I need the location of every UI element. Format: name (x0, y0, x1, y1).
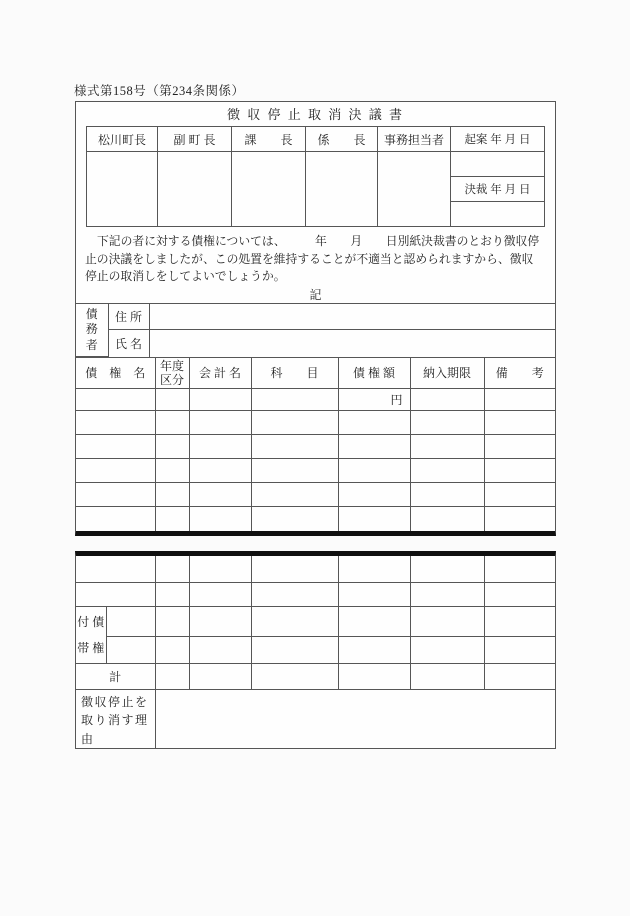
appendix-blank-cell (251, 582, 338, 606)
total-blank-cell (155, 663, 189, 689)
form-title: 徴 収 停 止 取 消 決 議 書 (226, 107, 404, 122)
appendix-blank-cell (76, 582, 155, 606)
claims-blank-cell (338, 435, 410, 459)
cancellation-reason-value-cell (155, 689, 555, 748)
claims-blank-cell (155, 389, 189, 411)
approval-header-deputy-mayor: 副 町 長 (158, 127, 232, 152)
approval-header-section-chief: 課 長 (232, 127, 306, 152)
claims-blank-cell (189, 435, 251, 459)
claims-blank-cell (484, 483, 555, 507)
incidental-claims-label-line: 帯 権 (77, 640, 105, 655)
appendix-blank-cell (155, 582, 189, 606)
yen-unit-label: 円 (338, 389, 410, 411)
total-blank-cell (189, 663, 251, 689)
appendix-blank-cell (338, 606, 410, 636)
claims-blank-cell (484, 435, 555, 459)
claims-blank-cell (155, 459, 189, 483)
seal-cell-town-mayor (87, 152, 158, 227)
total-label: 計 (76, 663, 155, 689)
form-number-label: 様式第158号（第234条関係） (74, 84, 245, 98)
total-blank-cell (251, 663, 338, 689)
appendix-blank-cell (410, 582, 484, 606)
claims-blank-cell (484, 389, 555, 411)
seal-cell-section-chief (232, 152, 306, 227)
claims-blank-cell (155, 411, 189, 435)
claims-blank-cell (251, 435, 338, 459)
draft-date-label: 起案 年 月 日 (451, 127, 545, 152)
appendix-blank-cell (410, 556, 484, 582)
appendix-blank-cell (189, 636, 251, 663)
claims-blank-cell (484, 459, 555, 483)
claims-blank-cell (76, 483, 155, 507)
claims-header-payment-deadline: 納入期限 (410, 358, 484, 389)
claims-blank-cell (76, 389, 155, 411)
decision-date-value-cell (451, 202, 545, 227)
claims-blank-cell (189, 411, 251, 435)
incidental-claims-label (76, 606, 106, 663)
debtor-address-value-cell (149, 304, 555, 330)
body-paragraph-line: 停止の取消しをしてよいでしょうか。 (85, 269, 286, 283)
body-paragraph-line: 止の決議をしましたが、この処置を維持することが不適当と認められますから、徴収 (85, 251, 534, 266)
claims-blank-cell (410, 435, 484, 459)
debtor-table (76, 303, 555, 357)
claims-table (76, 357, 555, 531)
claims-header-remarks: 備 考 (484, 358, 555, 389)
decision-date-label: 決裁 年 月 日 (451, 177, 545, 202)
appendix-blank-cell (338, 636, 410, 663)
approval-header-clerk: 事務担当者 (378, 127, 451, 152)
cancellation-reason-label: 徴収停止を取り消す理由 (76, 689, 155, 748)
claims-blank-cell (76, 507, 155, 531)
claims-blank-cell (410, 507, 484, 531)
debtor-group-label (76, 304, 108, 357)
claims-blank-cell (338, 507, 410, 531)
appendix-blank-cell (410, 606, 484, 636)
claims-blank-cell (189, 459, 251, 483)
claims-blank-cell (338, 483, 410, 507)
debtor-group-label-text: 債務者 (85, 306, 98, 352)
claims-blank-cell (338, 459, 410, 483)
claims-blank-cell (251, 389, 338, 411)
claims-blank-cell (410, 459, 484, 483)
note-heading: 記 (309, 287, 322, 302)
appendix-blank-cell (189, 582, 251, 606)
claims-blank-cell (251, 483, 338, 507)
debtor-address-label: 住 所 (108, 304, 149, 330)
appendix-blank-cell (251, 556, 338, 582)
body-paragraph (76, 227, 555, 303)
claims-blank-cell (251, 459, 338, 483)
claims-blank-cell (155, 435, 189, 459)
approval-header-town-mayor: 松川町長 (87, 127, 158, 152)
appendix-blank-cell (76, 556, 155, 582)
claims-header-fiscal-year: 年度区分 (155, 358, 189, 389)
appendix-blank-cell (106, 606, 155, 636)
claims-blank-cell (189, 507, 251, 531)
appendix-blank-cell (338, 556, 410, 582)
appendix-blank-cell (155, 636, 189, 663)
claims-header-claim-name: 債 権 名 (76, 358, 155, 389)
seal-cell-subsection-chief (306, 152, 378, 227)
claims-blank-cell (76, 459, 155, 483)
appendix-blank-cell (189, 606, 251, 636)
claims-blank-cell (251, 411, 338, 435)
claims-blank-cell (410, 483, 484, 507)
appendix-blank-cell (155, 556, 189, 582)
claims-header-claim-amount: 債 権 額 (338, 358, 410, 389)
claims-blank-cell (251, 507, 338, 531)
claims-header-account-name: 会 計 名 (189, 358, 251, 389)
appendix-blank-cell (484, 636, 555, 663)
claims-blank-cell (410, 389, 484, 411)
appendix-blank-cell (155, 606, 189, 636)
claims-blank-cell (76, 411, 155, 435)
total-blank-cell (410, 663, 484, 689)
claims-blank-cell (484, 507, 555, 531)
main-form-box (75, 101, 556, 536)
approval-signature-table (86, 126, 545, 227)
claims-blank-cell (338, 411, 410, 435)
seal-cell-deputy-mayor (158, 152, 232, 227)
appendix-blank-cell (484, 606, 555, 636)
appendix-blank-cell (106, 636, 155, 663)
claims-blank-cell (155, 483, 189, 507)
debtor-name-label: 氏 名 (108, 330, 149, 357)
appendix-table (76, 556, 555, 748)
appendix-blank-cell (251, 636, 338, 663)
claims-blank-cell (189, 483, 251, 507)
draft-date-value-cell (451, 152, 545, 177)
body-paragraph-line: 下記の者に対する債権については、 年 月 日別紙決裁書のとおり徴収停 (97, 234, 540, 248)
appendix-blank-cell (251, 606, 338, 636)
seal-cell-clerk (378, 152, 451, 227)
claims-blank-cell (76, 435, 155, 459)
appendix-blank-cell (484, 556, 555, 582)
claims-blank-cell (410, 411, 484, 435)
debtor-name-value-cell (149, 330, 555, 357)
appendix-blank-cell (410, 636, 484, 663)
claims-blank-cell (189, 389, 251, 411)
claims-blank-cell (155, 507, 189, 531)
total-blank-cell (484, 663, 555, 689)
approval-header-subsection-chief: 係 長 (306, 127, 378, 152)
appendix-blank-cell (189, 556, 251, 582)
total-blank-cell (338, 663, 410, 689)
appendix-form-box (75, 551, 556, 749)
incidental-claims-label-line: 付 債 (77, 614, 105, 629)
claims-blank-cell (484, 411, 555, 435)
appendix-blank-cell (338, 582, 410, 606)
claims-header-item: 科 目 (251, 358, 338, 389)
appendix-blank-cell (484, 582, 555, 606)
